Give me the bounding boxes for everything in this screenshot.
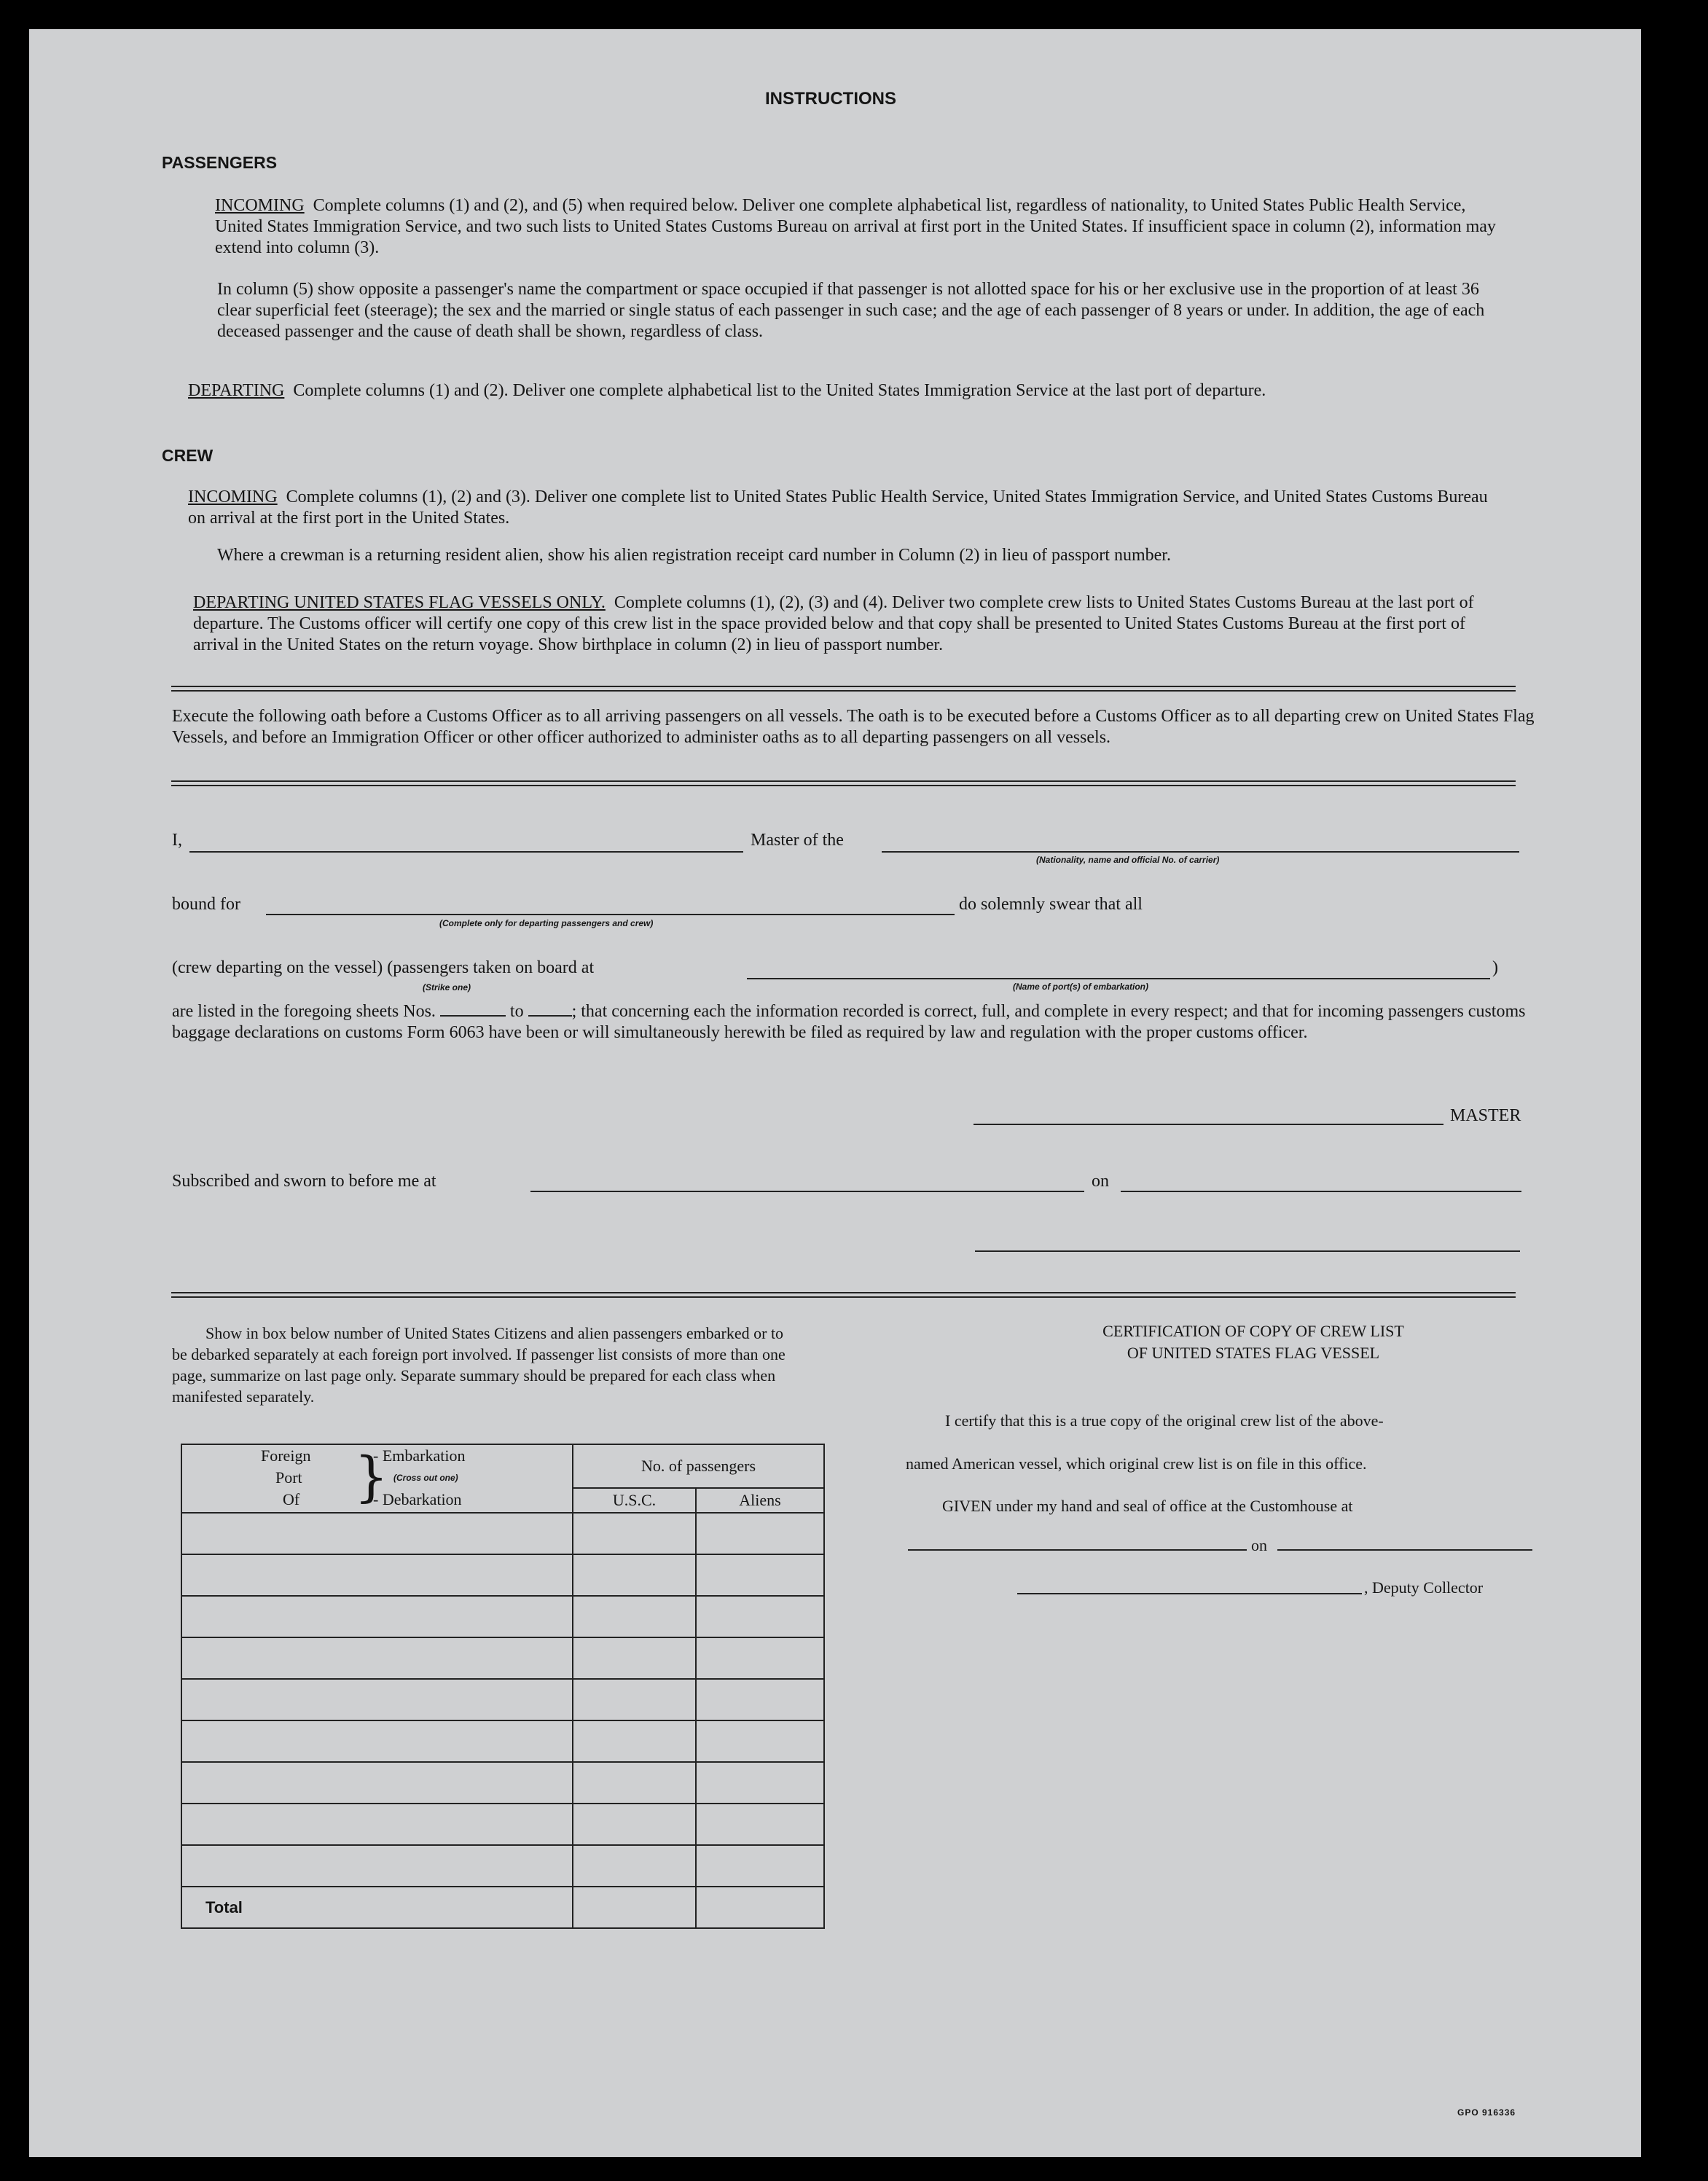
no-of-passengers-header: No. of passengers [573, 1444, 824, 1488]
aliens-cell[interactable] [696, 1845, 824, 1887]
total-label: Total [205, 1898, 243, 1916]
listed-label: are listed in the foregoing sheets Nos. [172, 1002, 436, 1021]
certification-line-2: named American vessel, which original crew list is on file in this office. [906, 1454, 1367, 1473]
oath-i-label: I, [172, 831, 182, 850]
foreign-port-header [181, 1444, 573, 1513]
passengers-incoming [215, 195, 1505, 259]
master-name-field[interactable] [189, 851, 743, 853]
port-cell[interactable] [181, 1762, 573, 1804]
divider-rule [171, 1292, 1516, 1298]
crew-departing-label: (crew departing on the vessel) (passengers taken on board at [172, 958, 595, 977]
port-cell[interactable] [181, 1596, 573, 1637]
bound-for-label: bound for [172, 895, 240, 914]
port-cell[interactable] [181, 1554, 573, 1596]
embarkation-label: - Embarkation [373, 1446, 466, 1465]
certification-title-2: OF UNITED STATES FLAG VESSEL [1127, 1344, 1380, 1362]
certification-date-field[interactable] [1277, 1549, 1532, 1551]
summary-instructions: Show in box below number of United States Citizens and alien passengers embarked or to be debarked separately at each foreign port involved. If passenger list consists of more than one page, summarize on last page only. Separate summary should be prepared for each class when manifested separately. [172, 1324, 786, 1406]
usc-cell[interactable] [573, 1596, 696, 1637]
debarkation-label: - Debarkation [373, 1490, 462, 1508]
usc-cell[interactable] [573, 1513, 696, 1554]
sworn-on-label: on [1092, 1172, 1109, 1191]
brace-icon: } [354, 1446, 389, 1508]
page-title: INSTRUCTIONS [765, 89, 896, 109]
oath-intro: Execute the following oath before a Customs Officer as to all arriving passengers on all vessels. The oath is to be executed before a Customs Officer as to all departing crew on United States Flag Vessels, and before an Immigration Officer or other officer authorized to administer oaths as to all departing passengers on all vessels. [172, 707, 1535, 747]
usc-cell[interactable] [573, 1804, 696, 1845]
crew-incoming-label: INCOMING [188, 488, 278, 506]
subscribed-label: Subscribed and sworn to before me at [172, 1172, 436, 1191]
usc-cell[interactable] [573, 1679, 696, 1720]
port-cell[interactable] [181, 1513, 573, 1554]
aliens-cell[interactable] [696, 1804, 824, 1845]
cross-out-caption: (Cross out one) [393, 1473, 458, 1483]
certification-line-1: I certify that this is a true copy of the original crew list of the above- [945, 1411, 1384, 1430]
crew-incoming-text: Complete columns (1), (2) and (3). Deliver one complete list to United States Public Health Service, United States Immigration Service, and United States Customs Bureau on arrival at the first port in the United States. [188, 488, 1488, 528]
swear-label: do solemnly swear that all [959, 895, 1143, 914]
passengers-incoming-text: Complete columns (1) and (2), and (5) when required below. Deliver one complete alphabetical list, regardless of nationality, to United States Public Health Service, United States Immigration Service, and two such lists to United States Customs Bureau on arrival at first port in the United States. If insufficient space in column (2), information may extend into column (3). [215, 196, 1496, 257]
bound-caption: (Complete only for departing passengers and crew) [439, 918, 654, 928]
passengers-incoming-label: INCOMING [215, 196, 305, 215]
deputy-signature-field[interactable] [1017, 1593, 1362, 1594]
passengers-heading: PASSENGERS [162, 153, 278, 172]
passengers-departing [188, 380, 1507, 402]
usc-cell[interactable] [573, 1720, 696, 1762]
total-label-cell [181, 1887, 573, 1928]
certification-line-3: GIVEN under my hand and seal of office at the Customhouse at [942, 1497, 1353, 1515]
sheet-to-field[interactable] [528, 1002, 572, 1017]
ports-caption: (Name of port(s) of embarkation) [1013, 982, 1149, 992]
total-usc-cell[interactable] [573, 1887, 696, 1928]
divider-rule [171, 780, 1516, 786]
deputy-label: , Deputy Collector [1364, 1578, 1484, 1597]
crew-incoming [188, 487, 1507, 529]
sworn-date-field[interactable] [1121, 1191, 1521, 1192]
strike-caption: (Strike one) [423, 982, 471, 992]
usc-cell[interactable] [573, 1762, 696, 1804]
crew-heading: CREW [162, 446, 214, 465]
port-cell[interactable] [181, 1845, 573, 1887]
master-of-label: Master of the [751, 831, 844, 850]
aliens-cell[interactable] [696, 1762, 824, 1804]
usc-cell[interactable] [573, 1554, 696, 1596]
close-paren: ) [1492, 958, 1498, 977]
port-cell[interactable] [181, 1637, 573, 1679]
master-signature-field[interactable] [974, 1124, 1443, 1125]
port-cell[interactable] [181, 1679, 573, 1720]
passenger-summary-table [181, 1444, 825, 1929]
crew-departing-text: Complete columns (1), (2), (3) and (4). Deliver two complete crew lists to United States Customs Bureau at the last port of departure. The Customs officer will certify one copy of this crew list in the space provided below and that copy shall be presented to United States Customs Bureau at the first port of arrival in the United States on the return voyage. Show birthplace in column (2) in lieu of passport number. [193, 593, 1474, 654]
aliens-cell[interactable] [696, 1554, 824, 1596]
passengers-departing-label: DEPARTING [188, 381, 285, 400]
total-aliens-cell[interactable] [696, 1887, 824, 1928]
crew-departing-label: DEPARTING UNITED STATES FLAG VESSELS ONLY. [193, 593, 606, 612]
header-port: Port [275, 1468, 302, 1487]
listed-statement-text: ; that concerning each the information recorded is correct, full, and complete in every respect; and that for incoming passengers customs baggage declarations on customs Form 6063 have been or will simultaneously herewith be filed as required by law and regulation with the proper customs officer. [172, 1002, 1526, 1042]
passengers-column5-text: In column (5) show opposite a passenger's name the compartment or space occupied if that passenger is not allotted space for his or her exclusive use in the proportion of at least 36 clear superficial feet (steerage); the sex and the married or single status of each passenger in such case; and the age of each passenger of 8 years or under. In addition, the age of each deceased passenger and the cause of death shall be shown, regardless of class. [217, 280, 1485, 341]
aliens-header: Aliens [696, 1488, 824, 1513]
aliens-cell[interactable] [696, 1720, 824, 1762]
usc-cell[interactable] [573, 1637, 696, 1679]
bound-for-field[interactable] [266, 914, 955, 915]
certification-title-1: CERTIFICATION OF COPY OF CREW LIST [1102, 1322, 1404, 1340]
header-foreign: Foreign [261, 1446, 311, 1465]
port-cell[interactable] [181, 1804, 573, 1845]
listed-statement [172, 1001, 1542, 1043]
form-page [29, 29, 1641, 2157]
customhouse-field[interactable] [908, 1549, 1247, 1551]
crew-departing [193, 592, 1512, 656]
footer-code: GPO 916336 [1457, 2107, 1516, 2118]
aliens-cell[interactable] [696, 1596, 824, 1637]
divider-rule [171, 686, 1516, 692]
aliens-cell[interactable] [696, 1679, 824, 1720]
aliens-cell[interactable] [696, 1637, 824, 1679]
embarkation-ports-field[interactable] [747, 978, 1490, 979]
carrier-field[interactable] [882, 851, 1519, 853]
header-of: Of [283, 1490, 300, 1508]
sworn-place-field[interactable] [530, 1191, 1084, 1192]
port-cell[interactable] [181, 1720, 573, 1762]
usc-header: U.S.C. [573, 1488, 696, 1513]
crew-resident-text: Where a crewman is a returning resident alien, show his alien registration receipt card number in Column (2) in lieu of passport number. [217, 546, 1171, 565]
sheet-from-field[interactable] [440, 1002, 506, 1017]
nationality-caption: (Nationality, name and official No. of carrier) [1036, 855, 1220, 865]
master-label: MASTER [1450, 1106, 1521, 1125]
officer-signature-field[interactable] [975, 1250, 1520, 1252]
usc-cell[interactable] [573, 1845, 696, 1887]
to-label: to [509, 1002, 524, 1021]
certification-on-label: on [1251, 1536, 1267, 1554]
passengers-departing-text: Complete columns (1) and (2). Deliver one complete alphabetical list to the United States Immigration Service at the last port of departure. [293, 381, 1266, 400]
aliens-cell[interactable] [696, 1513, 824, 1554]
